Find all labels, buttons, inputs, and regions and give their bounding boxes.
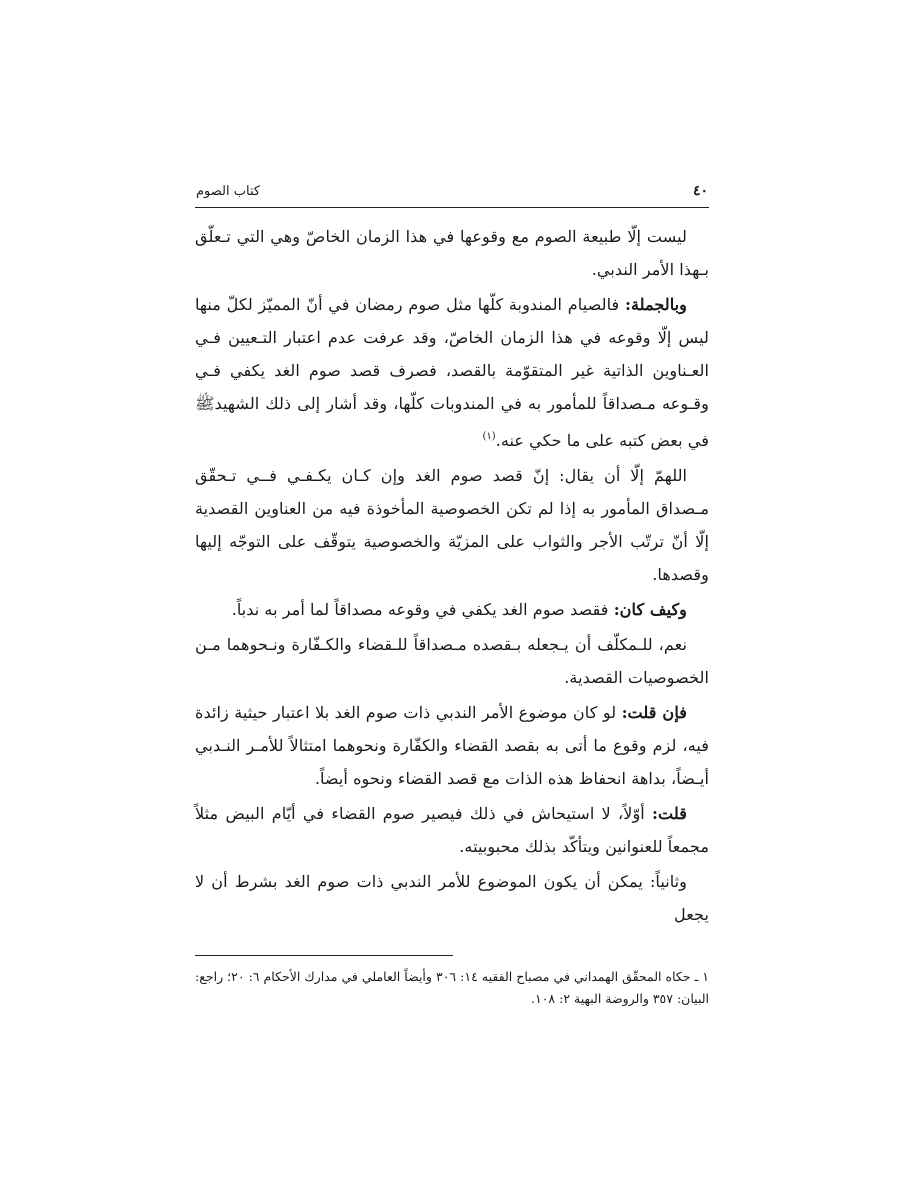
paragraph-text: فالصيام المندوبة كلّها مثل صوم رمضان في أنّ المميّز لكلّ منها ليس إلّا وقوعه في هذا الزمان الخاصّ، وقد عرفت عدم اعتبار التـعيين فـي العـناوين الذاتية غير المتقوّمة بالقصد، فصرف قصد صوم الغد يكفي فـي وقـوعه مـصداقاً للمأمور به في المندوبات كلّها، وقد أشار إلى ذلك الشهيدﷺ في بعض كتبه على ما حكي عنه. [195,295,709,450]
paragraph [195,797,709,863]
paragraph [195,220,709,286]
paragraph-text: فقصد صوم الغد يكفي في وقوعه مصداقاً لما أمر به ندباً. [231,600,614,619]
paragraph-text: ليست إلّا طبيعة الصوم مع وقوعها في هذا الزمان الخاصّ وهي التي تـعلّق بـهذا الأمر الندبي. [195,227,709,279]
paragraph-text: اللهمّ إلّا أن يقال: إنّ قصد صوم الغد وإن كـان يكـفـي فــي تـحقّق مـصداق المأمور به إذا لم تكن الخصوصية المأخوذة فيه من العناوين القصدية إلّا أنّ ترتّب الأجر والثواب على المزيّة والخصوصية يتوقّف على التوجّه إليها وقصدها. [195,466,709,584]
paragraph-text: نعم، للـمكلّف أن يـجعله بـقصده مـصداقاً للـقضاء والكـفّارة ونـحوهما مـن الخصوصيات القصدية. [195,635,709,687]
footnote-section [195,955,709,1010]
paragraph [195,696,709,795]
paragraph-lead: وكيف كان: [613,600,687,619]
running-title: كتاب الصوم [196,184,261,199]
paragraph-lead: وبالجملة: [624,295,687,314]
paragraph-text: وثانياً: يمكن أن يكون الموضوع للأمر الندبي ذات صوم الغد بشرط أن لا يجعل [195,872,709,924]
body-text [195,220,709,931]
paragraph [195,628,709,694]
page-header [195,183,709,205]
footnote-rule [195,955,453,956]
paragraph-lead: فإن قلت: [621,703,687,722]
paragraph [195,459,709,591]
header-rule [195,207,709,208]
paragraph [195,865,709,931]
paragraph [195,288,709,457]
footnote-text: ١ ـ حكاه المحقّق الهمداني في مصباح الفقيه ١٤: ٣٠٦ وأيضاً العاملي في مدارك الأحكام ٦: ٢٠؛ راجع: البيان: ٣٥٧ والروضة البهية ٢: ١٠٨. [195,969,709,1006]
paragraph [195,593,709,626]
paragraph-text: أوّلاً، لا استيحاش في ذلك فيصير صوم القضاء في أيّام البيض مثلاً مجمعاً للعنوانين ويتأكّد بذلك محبوبيته. [195,804,709,856]
page-number: ٤٠ [692,183,708,199]
footnote-marker[interactable]: (١) [482,431,496,442]
book-page [195,183,709,1010]
paragraph-text: لو كان موضوع الأمر الندبي ذات صوم الغد بلا اعتبار حيثية زائدة فيه، لزم وقوع ما أتى به بقصد القضاء والكفّارة ونحوهما امتثالاً للأمـر النـدبي أيـضاً، بداهة انحفاظ هذه الذات مع قصد القضاء ونحوه أيضاً. [195,703,709,788]
paragraph-lead: قلت: [652,804,687,823]
